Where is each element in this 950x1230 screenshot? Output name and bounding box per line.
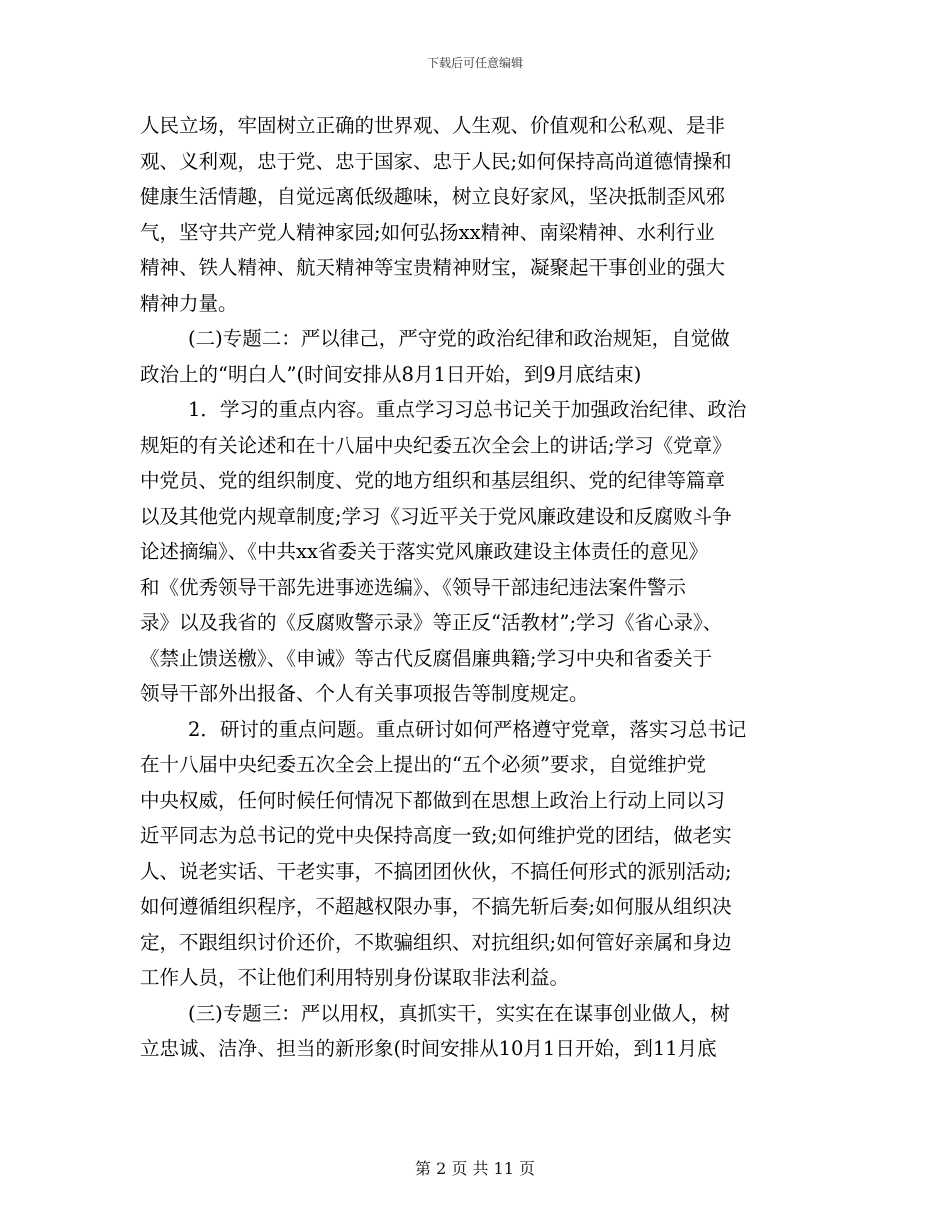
text-line: 中央权威，任何时候任何情况下都做到在思想上政治上行动上同以习 xyxy=(140,788,726,812)
text-line: 录》以及我省的《反腐败警示录》等正反“活教材”;学习《省心录》、 xyxy=(140,611,723,634)
text-line: 人民立场，牢固树立正确的世界观、人生观、价值观和公私观、是非 xyxy=(140,114,726,137)
text-line: 精神力量。 xyxy=(140,291,238,315)
text-line: 观、义利观，忠于党、忠于国家、忠于人民;如何保持高尚道德情操和 xyxy=(140,149,732,173)
text-line: 政治上的“明白人”(时间安排从8月1日开始，到9月底结束) xyxy=(140,362,642,386)
text-line: 工作人员，不让他们利用特别身份谋取非法利益。 xyxy=(140,966,570,989)
page-number: 第 2 页 共 11 页 xyxy=(415,1159,535,1178)
page-header: 下载后可任意编辑 xyxy=(426,56,523,70)
text-line: 定，不跟组织讨价还价，不欺骗组织、对抗组织;如何管好亲属和身边 xyxy=(140,930,732,954)
document-body xyxy=(140,108,812,1067)
text-line: 领导干部外出报备、个人有关事项报告等制度规定。 xyxy=(140,682,589,705)
text-line: 《禁止馈送檄》、《申诫》等古代反腐倡廉典籍;学习中央和省委关于 xyxy=(140,646,713,670)
text-line: 近平同志为总书记的党中央保持高度一致;如何维护党的团结，做老实 xyxy=(140,824,732,847)
text-line: 以及其他党内规章制度;学习《习近平关于党风廉政建设和反腐败斗争 xyxy=(140,504,732,528)
text-line: 2．研讨的重点问题。重点研讨如何严格遵守党章，落实习总书记 xyxy=(188,717,747,741)
text-line: (三)专题三：严以用权，真抓实干，实实在在谋事创业做人，树 xyxy=(188,1001,730,1025)
text-line: 如何遵循组织程序，不超越权限办事，不搞先斩后奏;如何服从组织决 xyxy=(140,895,732,918)
text-line: 和《优秀领导干部先进事迹选编》、《领导干部违纪违法案件警示 xyxy=(140,575,687,599)
text-line: 健康生活情趣，自觉远离低级趣味，树立良好家风，坚决抵制歪风邪 xyxy=(140,185,726,208)
text-line: 人、说老实话、干老实事，不搞团团伙伙，不搞任何形式的派别活动; xyxy=(140,859,732,883)
text-line: 气，坚守共产党人精神家园;如何弘扬xx精神、南梁精神、水利行业 xyxy=(140,220,715,244)
text-line: 精神、铁人精神、航天精神等宝贵精神财宝，凝聚起干事创业的强大 xyxy=(140,256,726,279)
text-line: 论述摘编》、《中共xx省委关于落实党风廉政建设主体责任的意见》 xyxy=(140,540,708,563)
text-line: 规矩的有关论述和在十八届中央纪委五次全会上的讲话;学习《党章》 xyxy=(140,433,732,457)
text-line: 1．学习的重点内容。重点学习习总书记关于加强政治纪律、政治 xyxy=(188,398,747,421)
text-line: 中党员、党的组织制度、党的地方组织和基层组织、党的纪律等篇章 xyxy=(140,469,726,492)
text-line: (二)专题二：严以律己，严守党的政治纪律和政治规矩，自觉做 xyxy=(188,327,730,350)
text-line: 在十八届中央纪委五次全会上提出的“五个必须”要求，自觉维护党 xyxy=(140,753,706,776)
text-line: 立忠诚、洁净、担当的新形象(时间安排从10月1日开始，到11月底 xyxy=(140,1037,717,1060)
